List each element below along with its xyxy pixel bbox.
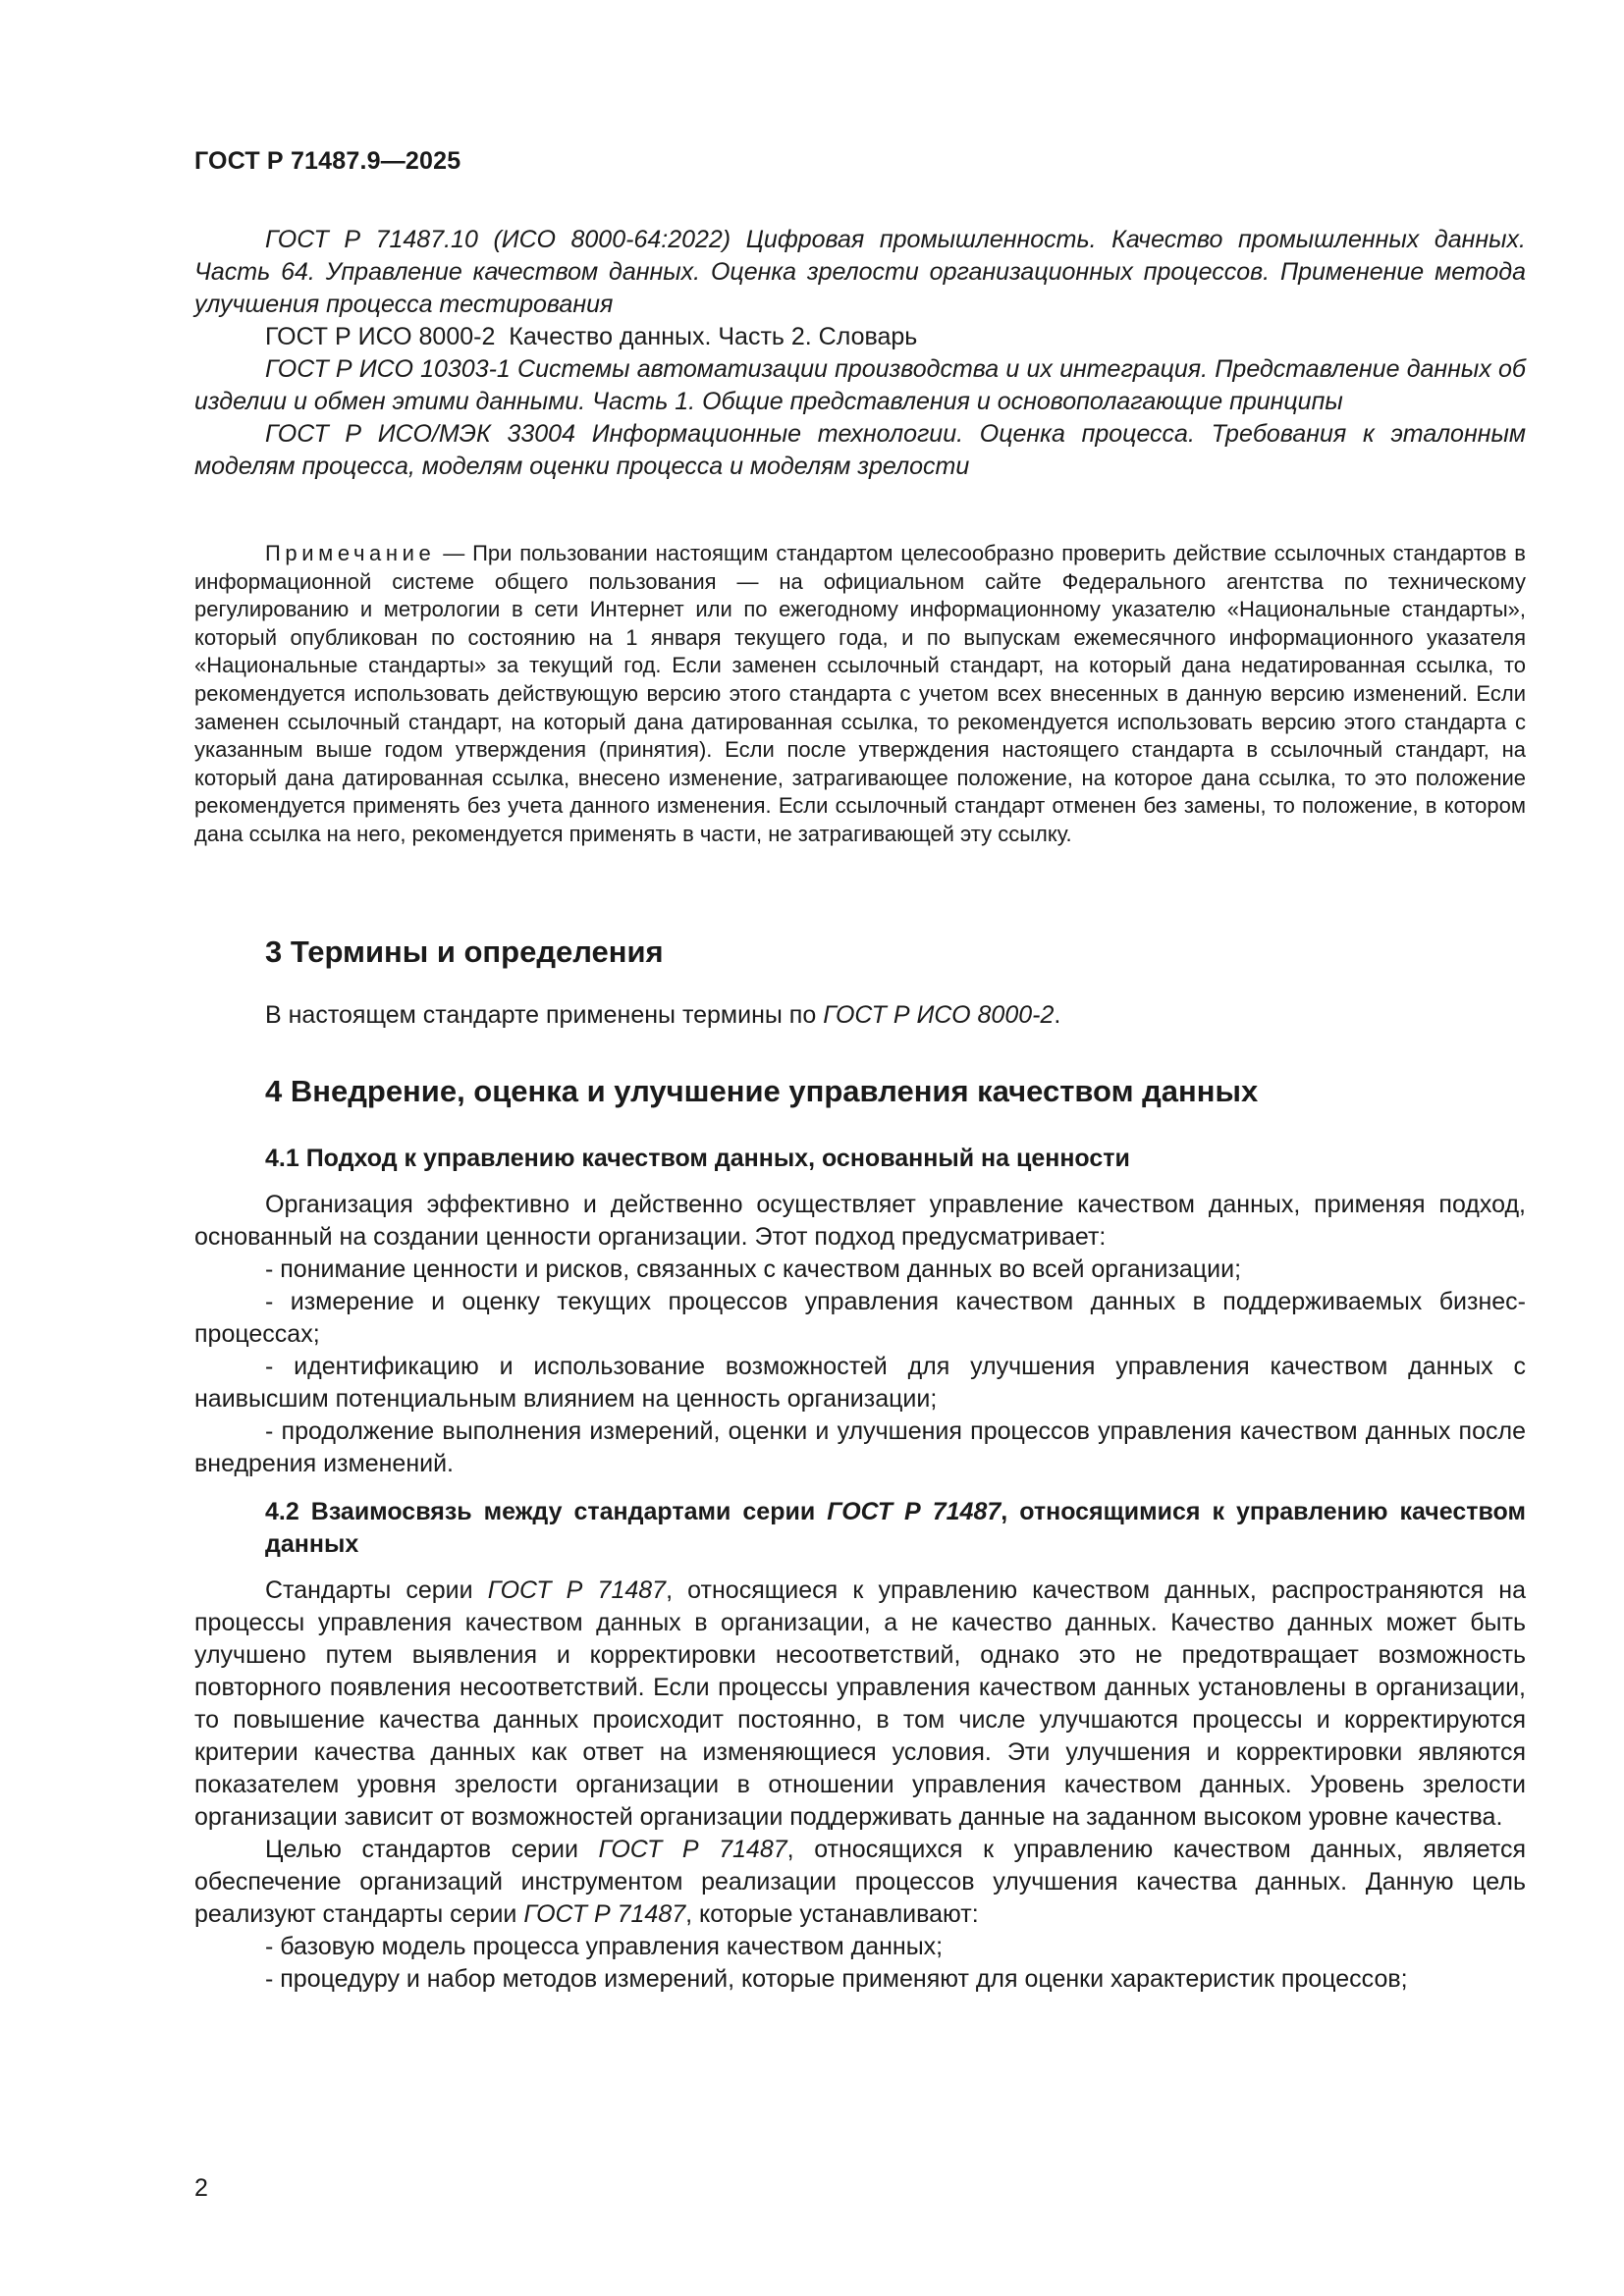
paragraph-reference: ГОСТ Р 71487: [487, 1576, 667, 1604]
normative-references-list: [194, 224, 1526, 483]
subsection-4-2-heading-reference: ГОСТ Р 71487: [827, 1498, 1001, 1525]
section-3-text-end: .: [1054, 1001, 1061, 1029]
reference-code: ГОСТ Р ИСО 8000-2: [265, 323, 496, 350]
subsection-4-2-body: [194, 1575, 1526, 1996]
paragraph-text: Целью стандартов серии: [265, 1836, 599, 1863]
section-4-heading: 4 Внедрение, оценка и улучшение управления качеством данных: [265, 1074, 1259, 1108]
subsection-4-1-heading: 4.1 Подход к управлению качеством данных, основанный на ценности: [265, 1145, 1130, 1172]
section-3-text: В настоящем стандарте применены термины по: [265, 1001, 824, 1029]
list-item: - понимание ценности и рисков, связанных с качеством данных во всей организации;: [265, 1255, 1242, 1283]
reference-code: ГОСТ Р ИСО 10303-1: [265, 355, 511, 383]
reference-code: ГОСТ Р 71487.10 (ИСО 8000-64:2022): [265, 226, 731, 253]
reference-title: Информационные технологии. Оценка процесса. Требования к эталонным моделям процесса, моделям оценки процесса и моделям зрелости: [194, 420, 1526, 480]
reference-title: Цифровая промышленность. Качество промышленных данных. Часть 64. Управление качеством данных. Оценка зрелости организационных процессов. Применение метода улучшения процесса тестирования: [194, 226, 1526, 318]
page-number: 2: [194, 2174, 208, 2202]
list-item: - базовую модель процесса управления качеством данных;: [265, 1933, 944, 1960]
paragraph-text: , относящихся к управлению качеством данных, является обеспечение организаций инструментом реализации процессов улучшения качества данных. Данную цель реализуют стандарты серии: [194, 1836, 1527, 1928]
document-code-header: ГОСТ Р 71487.9—2025: [194, 147, 461, 175]
reference-item: [194, 353, 1526, 418]
subsection-4-1-intro: Организация эффективно и действенно осуществляет управление качеством данных, применяя подход, основанный на создании ценности организации. Этот подход предусматривает:: [194, 1191, 1526, 1251]
references-note: [194, 540, 1526, 849]
list-item: - процедуру и набор методов измерений, которые применяют для оценки характеристик процессов;: [265, 1965, 1408, 1993]
subsection-4-2-heading-text: 4.2 Взаимосвязь между стандартами серии: [265, 1498, 828, 1525]
list-item: - идентификацию и использование возможностей для улучшения управления качеством данных с наивысшим потенциальным влиянием на ценность организации;: [194, 1353, 1526, 1413]
section-3-heading: 3 Термины и определения: [265, 934, 664, 969]
paragraph-text: , которые устанавливают:: [685, 1900, 979, 1928]
paragraph-text: Стандарты серии: [265, 1576, 488, 1604]
paragraph-reference: ГОСТ Р 71487: [598, 1836, 787, 1863]
subsection-4-2-heading-text-end: , относящимися к управлению качеством данных: [265, 1498, 1526, 1558]
note-text: — При пользовании настоящим стандартом целесообразно проверить действие ссылочных стандартов в информационной системе общего пользования — на официальном сайте Федерального агентства по техническому регулированию и метрологии в сети Интернет или по ежегодному информационному указателю «Национальные стандарты», который опубликован по состоянию на 1 января текущего года, и по выпускам ежемесячного информационного указателя «Национальные стандарты» за текущий год. Если заменен ссылочный стандарт, на который дана недатированная ссылка, то рекомендуется использовать действующую версию этого стандарта с учетом всех внесенных в данную версию изменений. Если заменен ссылочный стандарт, на который дана датированная ссылка, то рекомендуется использовать версию этого стандарта с указанным выше годом утверждения (принятия). Если после утверждения настоящего стандарта в ссылочный стандарт, на который дана датированная ссылка, внесено изменение, затрагивающее положение, на которое дана ссылка, то это положение рекомендуется применять без учета данного изменения. Если ссылочный стандарт отменен без замены, то положение, в котором дана ссылка на него, рекомендуется применять в части, не затрагивающей эту ссылку.: [194, 541, 1526, 846]
reference-title: Системы автоматизации производства и их интеграция. Представление данных об изделии и обмен этими данными. Часть 1. Общие представления и основополагающие принципы: [194, 355, 1526, 415]
subsection-4-1-body: [194, 1189, 1526, 1480]
subsection-4-2-heading: [265, 1496, 1526, 1561]
section-3-paragraph: [194, 999, 1526, 1032]
reference-code: ГОСТ Р ИСО/МЭК 33004: [265, 420, 575, 448]
reference-item: [194, 321, 1526, 353]
subsection-4-2-paragraph-1: [194, 1575, 1526, 1834]
list-item: - продолжение выполнения измерений, оценки и улучшения процессов управления качеством данных после внедрения изменений.: [194, 1417, 1526, 1477]
list-item: - измерение и оценку текущих процессов управления качеством данных в поддерживаемых бизнес-процессах;: [194, 1288, 1526, 1348]
paragraph-text: , относящиеся к управлению качеством данных, распространяются на процессы управления качеством данных в организации, а не качество данных. Качество данных может быть улучшено путем выявления и корректировки несоответствий, однако это не предотвращает возможность повторного появления несоответствий. Если процессы управления качеством данных установлены в организации, то повышение качества данных происходит постоянно, в том числе улучшаются процессы и корректируются критерии качества данных как ответ на изменяющиеся условия. Эти улучшения и корректировки являются показателем уровня зрелости организации в отношении управления качеством данных. Уровень зрелости организации зависит от возможностей организации поддерживать данные на заданном высоком уровне качества.: [194, 1576, 1526, 1831]
section-3-reference: ГОСТ Р ИСО 8000-2: [823, 1001, 1055, 1029]
reference-title: Качество данных. Часть 2. Словарь: [509, 323, 918, 350]
reference-item: [194, 224, 1526, 321]
reference-item: [194, 418, 1526, 483]
paragraph-reference: ГОСТ Р 71487: [523, 1900, 686, 1928]
note-label: Примечание: [265, 541, 436, 565]
subsection-4-2-paragraph-2: [194, 1834, 1526, 1931]
